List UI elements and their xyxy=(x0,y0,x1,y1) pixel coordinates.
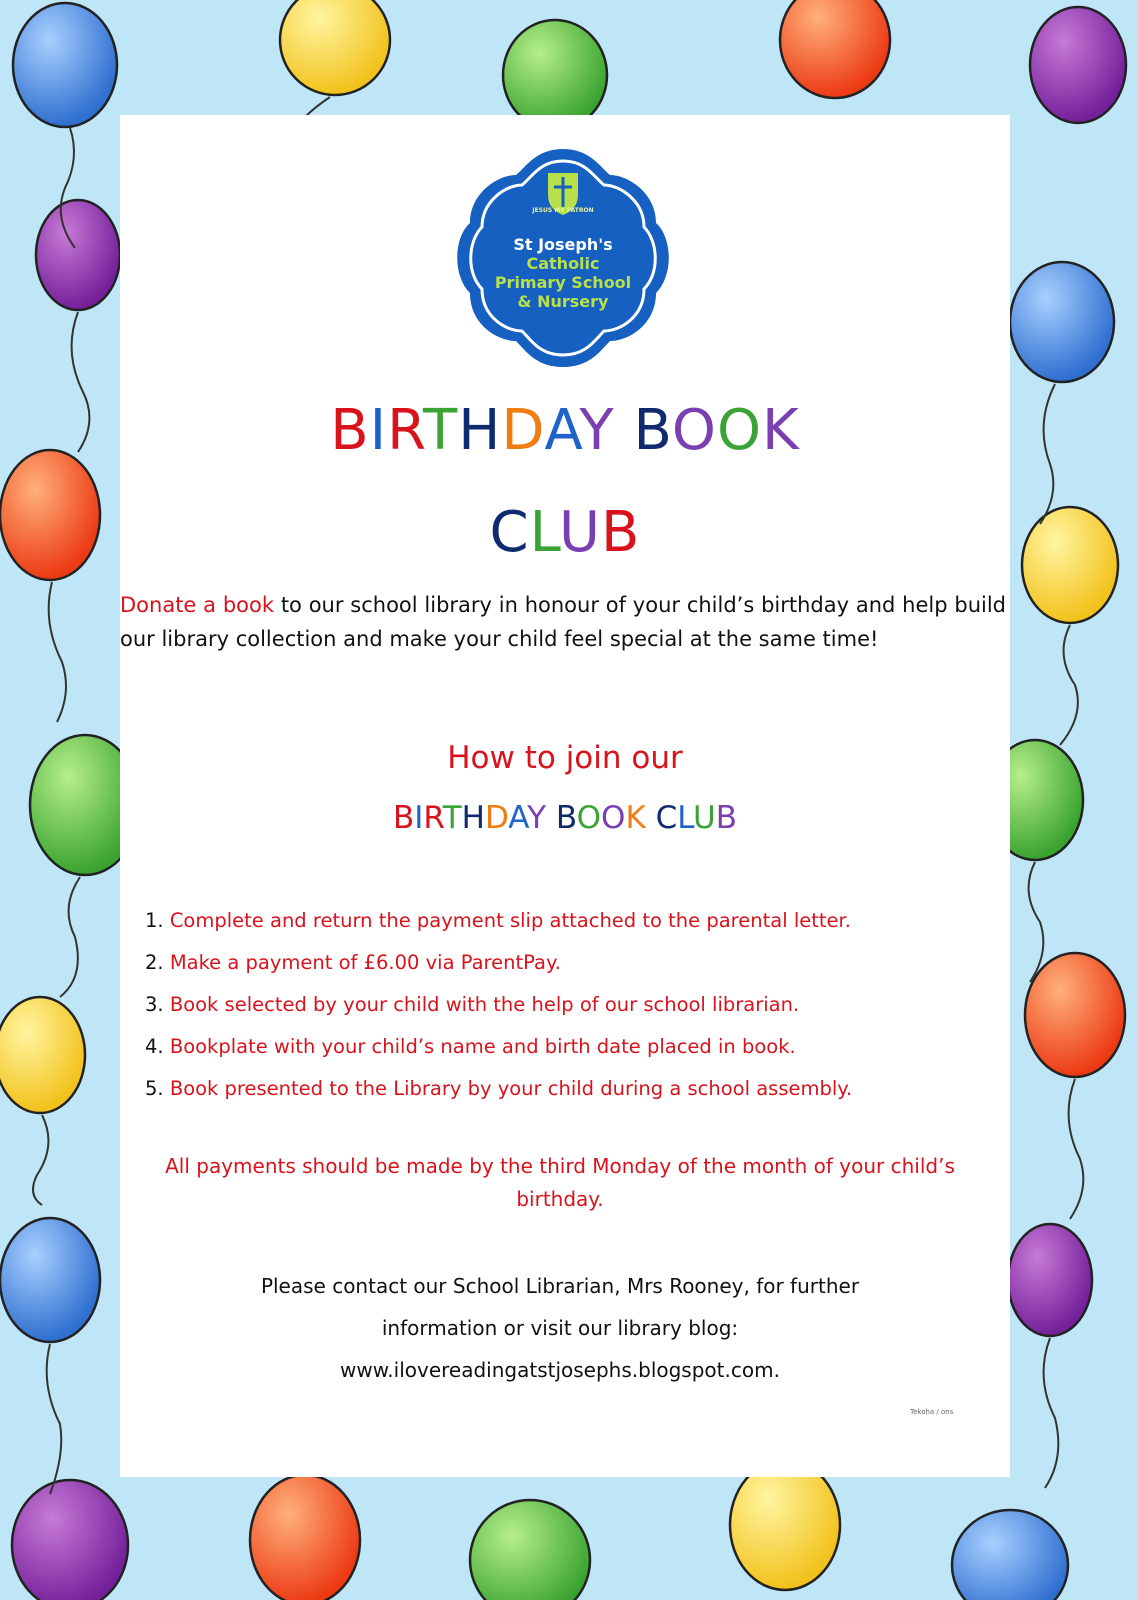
step-text: Bookplate with your child’s name and birth date placed in book. xyxy=(169,1035,796,1058)
balloon xyxy=(1030,7,1126,123)
payment-note: All payments should be made by the third Monday of the month of your child’s birthday. xyxy=(165,1154,955,1211)
title-letter xyxy=(646,800,656,836)
intro-highlight: Donate a book xyxy=(120,593,275,617)
list-item xyxy=(145,984,1005,1026)
blog-url[interactable]: www.ilovereadingatstjosephs.blogspot.com. xyxy=(340,1358,780,1382)
title-letter xyxy=(615,398,634,463)
balloon xyxy=(1025,953,1125,1077)
title-letter: A xyxy=(544,398,580,463)
list-item xyxy=(145,900,1005,942)
title-letter: K xyxy=(762,398,800,463)
title-letter: U xyxy=(693,800,716,836)
school-crest-logo xyxy=(450,145,676,371)
school-name-line: Primary School xyxy=(494,273,632,292)
step-number: 3. xyxy=(145,993,164,1016)
title-letter: Y xyxy=(579,398,615,463)
title-letter: T xyxy=(442,800,462,836)
title-letter: D xyxy=(484,800,509,836)
school-name-line: Catholic xyxy=(526,254,600,273)
step-text: Make a payment of £6.00 via ParentPay. xyxy=(169,951,561,974)
title-letter: A xyxy=(508,800,528,836)
crest-motto: JESUS MY PATRON xyxy=(532,207,594,214)
list-item xyxy=(145,1068,1005,1110)
title-letter: B xyxy=(715,800,738,836)
intro-text: to our school library in honour of your child’s birthday and help build our library collection and make your child feel special at the same time! xyxy=(120,593,1006,651)
contact-line: Please contact our School Librarian, Mrs Rooney, for further xyxy=(260,1274,860,1298)
balloon xyxy=(250,1475,360,1600)
title-letter: R xyxy=(387,398,423,463)
title-letter: K xyxy=(625,800,646,836)
step-text: Book presented to the Library by your child during a school assembly. xyxy=(169,1077,853,1100)
signature: Tekoha / ons xyxy=(910,1408,954,1416)
title-letter xyxy=(546,800,556,836)
balloon xyxy=(1022,507,1118,623)
balloon xyxy=(1010,262,1114,382)
steps-list xyxy=(145,900,1005,1110)
list-item xyxy=(145,942,1005,984)
contact-line: information or visit our library blog: xyxy=(381,1316,739,1340)
title-letter: B xyxy=(633,398,672,463)
title-letter: C xyxy=(489,500,530,565)
balloon xyxy=(280,0,390,95)
step-number: 1. xyxy=(145,909,164,932)
school-name-line: St Joseph's xyxy=(513,235,613,254)
how-to-subheading xyxy=(120,800,1010,836)
step-text: Book selected by your child with the help of our school librarian. xyxy=(169,993,800,1016)
title-letter: T xyxy=(422,398,459,463)
title-letter: O xyxy=(716,398,763,463)
balloon xyxy=(0,450,100,580)
title-line-1 xyxy=(120,398,1010,463)
title-letter: L xyxy=(677,800,694,836)
title-letter: H xyxy=(461,800,485,836)
step-number: 2. xyxy=(145,951,164,974)
title-letter: O xyxy=(601,800,626,836)
balloon xyxy=(0,1218,100,1342)
title-letter: L xyxy=(529,500,560,565)
title-letter: I xyxy=(369,398,388,463)
balloon xyxy=(13,3,117,127)
balloon xyxy=(470,1500,590,1600)
title-letter: D xyxy=(501,398,545,463)
title-letter: O xyxy=(576,800,602,836)
title-letter: Y xyxy=(527,800,547,836)
contact-block xyxy=(150,1265,970,1391)
balloon xyxy=(0,997,85,1113)
step-number: 5. xyxy=(145,1077,164,1100)
title-line-2 xyxy=(120,500,1010,565)
balloon xyxy=(952,1510,1068,1600)
balloon xyxy=(503,20,607,130)
title-letter: R xyxy=(423,800,443,836)
title-letter: B xyxy=(555,800,577,836)
title-letter: B xyxy=(601,500,641,565)
title-letter: H xyxy=(458,398,502,463)
title-letter: B xyxy=(330,398,370,463)
step-text: Complete and return the payment slip attached to the parental letter. xyxy=(169,909,851,932)
balloon xyxy=(36,200,120,310)
school-name-line: & Nursery xyxy=(517,292,609,311)
step-number: 4. xyxy=(145,1035,164,1058)
balloon xyxy=(1008,1224,1092,1336)
balloon xyxy=(780,0,890,98)
title-letter: U xyxy=(559,500,602,565)
intro-paragraph xyxy=(120,588,1006,656)
balloon xyxy=(12,1480,128,1600)
title-letter: B xyxy=(392,800,415,836)
title-letter: C xyxy=(655,800,678,836)
how-to-heading: How to join our xyxy=(447,740,683,776)
title-letter: O xyxy=(671,398,717,463)
school-name xyxy=(450,235,676,311)
balloon xyxy=(730,1460,840,1590)
title-letter: I xyxy=(414,800,424,836)
list-item xyxy=(145,1026,1005,1068)
